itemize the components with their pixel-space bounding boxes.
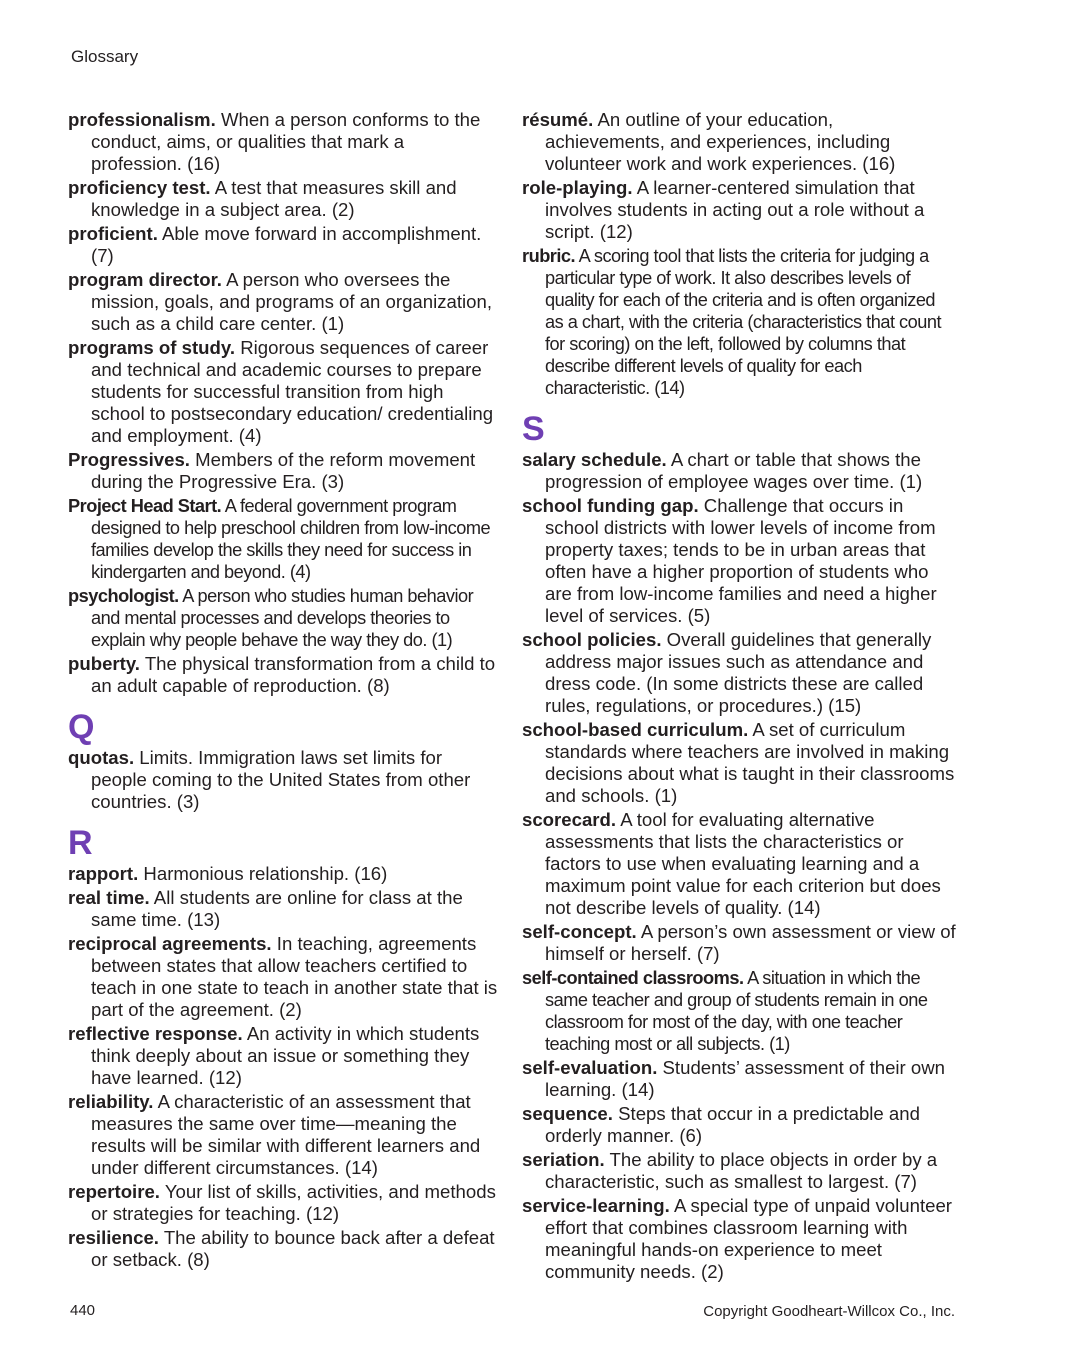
glossary-entry: [68, 337, 500, 447]
running-head: Glossary: [71, 47, 139, 66]
glossary-entry: [68, 495, 500, 583]
glossary-term: scorecard.: [522, 809, 617, 830]
glossary-definition: Steps that occur in a predictable and orderly manner. (6): [545, 1103, 920, 1146]
page-number: 440: [70, 1302, 96, 1319]
glossary-term: rapport.: [68, 863, 139, 884]
glossary-term: professionalism.: [68, 109, 216, 130]
section-letter: Q: [68, 708, 95, 746]
glossary-term: self-contained classrooms.: [522, 968, 744, 988]
glossary-term: Progressives.: [68, 449, 190, 470]
glossary-term: résumé.: [522, 109, 594, 130]
glossary-term: proficiency test.: [68, 177, 211, 198]
glossary-entry: [68, 449, 500, 493]
glossary-definition: Harmonious relationship. (16): [143, 863, 388, 884]
glossary-entry: [68, 269, 500, 335]
glossary-entry: [68, 863, 500, 885]
copyright-notice: Copyright Goodheart-Willcox Co., Inc.: [703, 1303, 955, 1320]
glossary-entry: [68, 223, 500, 267]
glossary-term: sequence.: [522, 1103, 613, 1124]
glossary-entry: [68, 747, 500, 813]
glossary-definition: An activity in which students think deeply about an issue or something they have learned. (12): [91, 1023, 480, 1088]
glossary-term: reliability.: [68, 1091, 154, 1112]
glossary-definition: Overall guidelines that generally address major issues such as attendance and dress code. (In some districts these are called rules, regulations, or procedures.) (15): [545, 629, 932, 716]
glossary-term: school-based curriculum.: [522, 719, 749, 740]
glossary-definition: The ability to bounce back after a defeat or setback. (8): [91, 1227, 495, 1270]
glossary-entry: [522, 449, 956, 493]
glossary-definition: All students are online for class at the same time. (13): [91, 887, 463, 930]
glossary-definition: A tool for evaluating alternative assessments that lists the characteristics or factors to use when evaluating learning and a maximum point value for each criterion but does not describe levels of quality. (14): [545, 809, 941, 918]
glossary-definition: A special type of unpaid volunteer effort that combines classroom learning with meaningful hands-on experience to meet community needs. (2): [545, 1195, 952, 1282]
glossary-term: school policies.: [522, 629, 662, 650]
glossary-column-left: [68, 109, 500, 1273]
glossary-entry: [522, 1103, 956, 1147]
glossary-entry: [68, 109, 500, 175]
glossary-term: salary schedule.: [522, 449, 667, 470]
glossary-term: puberty.: [68, 653, 140, 674]
glossary-definition: A learner-centered simulation that involves students in acting out a role without a script. (12): [545, 177, 925, 242]
glossary-term: school funding gap.: [522, 495, 699, 516]
section-letter: R: [68, 824, 93, 862]
glossary-entry: [522, 245, 956, 399]
glossary-entry: [522, 629, 956, 717]
glossary-term: seriation.: [522, 1149, 605, 1170]
glossary-entry: [68, 887, 500, 931]
glossary-definition: Students’ assessment of their own learning. (14): [545, 1057, 946, 1100]
glossary-term: rubric.: [522, 246, 576, 266]
glossary-term: quotas.: [68, 747, 135, 768]
glossary-definition: A characteristic of an assessment that measures the same over time—meaning the results will be similar with different learners and under different circumstances. (14): [91, 1091, 481, 1178]
glossary-term: role-playing.: [522, 177, 633, 198]
glossary-definition: Able move forward in accomplishment. (7): [91, 223, 482, 266]
glossary-entry: [68, 585, 500, 651]
glossary-term: self-evaluation.: [522, 1057, 658, 1078]
glossary-term: psychologist.: [68, 586, 179, 606]
glossary-entry: [68, 653, 500, 697]
section-letter: S: [522, 410, 545, 448]
glossary-entry: [68, 1091, 500, 1179]
glossary-definition: A person who studies human behavior and mental processes and develops theories to explain why people behave the way they do. (1): [91, 586, 474, 650]
glossary-term: reflective response.: [68, 1023, 243, 1044]
glossary-entry: [522, 1195, 956, 1283]
glossary-column-right: [522, 109, 956, 1285]
glossary-entry: [68, 933, 500, 1021]
glossary-definition: Rigorous sequences of career and technical and academic courses to prepare students for successful transition from high school to postsecondary education/ credentialing and employment. (4): [91, 337, 494, 446]
glossary-term: resilience.: [68, 1227, 159, 1248]
glossary-entry: [522, 921, 956, 965]
glossary-entry: [68, 177, 500, 221]
glossary-entry: [522, 177, 956, 243]
glossary-definition: A set of curriculum standards where teachers are involved in making decisions about what is taught in their classrooms and schools. (1): [545, 719, 955, 806]
glossary-entry: [68, 1023, 500, 1089]
glossary-definition: Limits. Immigration laws set limits for people coming to the United States from other countries. (3): [91, 747, 471, 812]
glossary-entry: [522, 719, 956, 807]
glossary-definition: A chart or table that shows the progression of employee wages over time. (1): [545, 449, 923, 492]
glossary-definition: A test that measures skill and knowledge in a subject area. (2): [91, 177, 457, 220]
glossary-definition: Members of the reform movement during the Progressive Era. (3): [91, 449, 476, 492]
glossary-definition: When a person conforms to the conduct, aims, or qualities that mark a profession. (16): [91, 109, 481, 174]
glossary-entry: [522, 1057, 956, 1101]
glossary-definition: A person’s own assessment or view of himself or herself. (7): [545, 921, 956, 964]
glossary-definition: A person who oversees the mission, goals, and programs of an organization, such as a child care center. (1): [91, 269, 493, 334]
glossary-definition: Your list of skills, activities, and methods or strategies for teaching. (12): [91, 1181, 496, 1224]
glossary-definition: An outline of your education, achievements, and experiences, including volunteer work and work experiences. (16): [545, 109, 896, 174]
glossary-term: self-concept.: [522, 921, 637, 942]
glossary-term: service-learning.: [522, 1195, 670, 1216]
glossary-entry: [522, 809, 956, 919]
glossary-term: reciprocal agreements.: [68, 933, 272, 954]
glossary-definition: In teaching, agreements between states that allow teachers certified to teach in one state to teach in another state that is part of the agreement. (2): [91, 933, 498, 1020]
glossary-term: Project Head Start.: [68, 496, 222, 516]
glossary-entry: [522, 967, 956, 1055]
glossary-term: program director.: [68, 269, 222, 290]
glossary-term: real time.: [68, 887, 150, 908]
glossary-entry: [68, 1227, 500, 1271]
glossary-definition: The physical transformation from a child to an adult capable of reproduction. (8): [91, 653, 496, 696]
glossary-entry: [522, 1149, 956, 1193]
glossary-definition: A situation in which the same teacher and group of students remain in one classroom for most of the day, with one teacher teaching most or all subjects. (1): [545, 968, 928, 1054]
glossary-term: repertoire.: [68, 1181, 160, 1202]
glossary-entry: [522, 109, 956, 175]
glossary-entry: [68, 1181, 500, 1225]
glossary-term: proficient.: [68, 223, 158, 244]
glossary-entry: [522, 495, 956, 627]
glossary-definition: A scoring tool that lists the criteria for judging a particular type of work. It also describes levels of quality for each of the criteria and is often organized as a chart, with the criteria (characteristics that count for scoring) on the left, followed by columns that describe different levels of quality for each characteristic. (14): [545, 246, 942, 398]
glossary-definition: A federal government program designed to help preschool children from low-income families develop the skills they need for success in kindergarten and beyond. (4): [91, 496, 491, 582]
glossary-term: programs of study.: [68, 337, 236, 358]
glossary-definition: The ability to place objects in order by a characteristic, such as smallest to largest. (7): [545, 1149, 938, 1192]
glossary-definition: Challenge that occurs in school districts with lower levels of income from property taxes; tends to be in urban areas that often have a higher proportion of students who are from low-income families and need a higher level of services. (5): [545, 495, 937, 626]
